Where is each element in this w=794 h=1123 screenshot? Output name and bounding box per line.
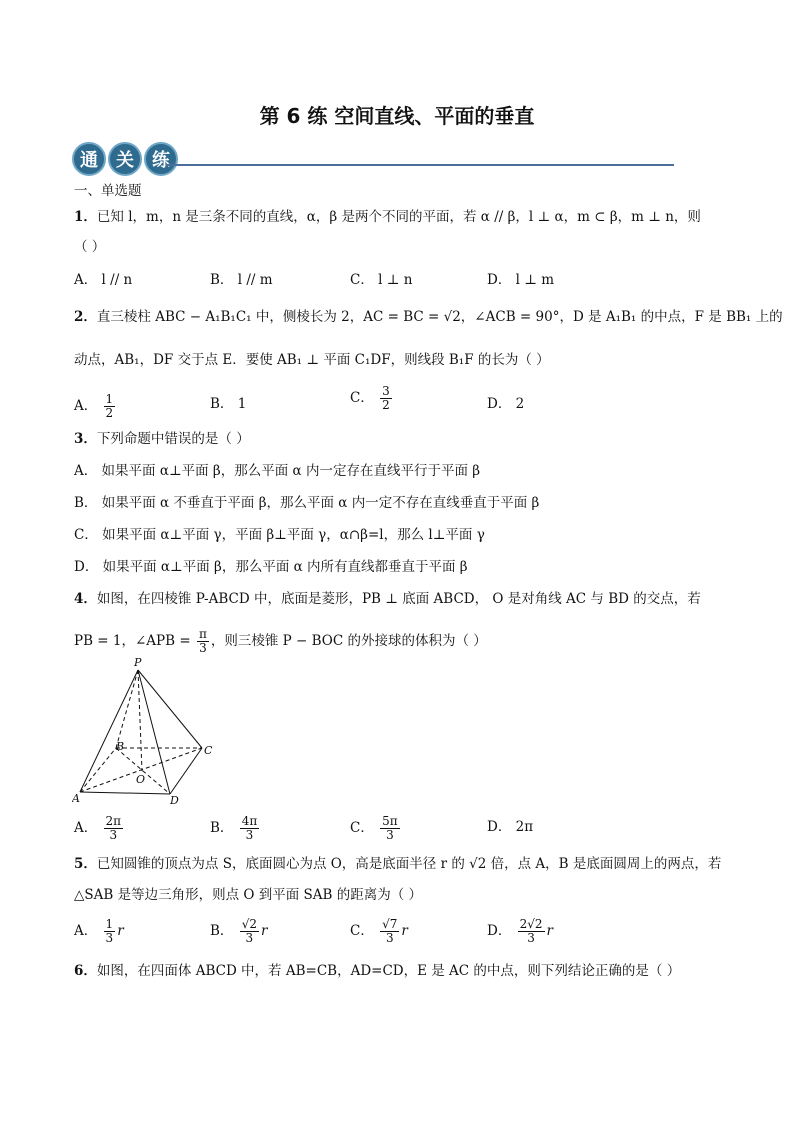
vertex-label-o: O [136,773,146,786]
vertex-label-c: C [204,744,213,757]
denominator: 3 [245,828,254,842]
fraction [240,815,260,842]
question-stem: 已知 l，m，n 是三条不同的直线，α，β 是两个不同的平面，若 α // β，l ⊥ α，m ⊂ β，m ⊥ n，则 [96,209,701,225]
option-d: D． 如果平面 α⊥平面 β，那么平面 α 内所有直线都垂直于平面 β [74,559,468,575]
fraction [518,918,545,945]
question-5 [74,855,721,873]
question-1 [74,208,701,226]
option-b: B． l // m [210,272,273,288]
numerator: 2π [105,814,122,828]
option-a: A． l // n [74,272,133,288]
section-banner [72,142,674,176]
page-title: 第 6 练 空间直线、平面的垂直 [259,104,535,128]
numerator: 3 [382,384,390,398]
banner-badge [72,142,178,176]
denominator: 3 [199,641,207,655]
numerator: 4π [241,814,258,828]
option-a: A． 如果平面 α⊥平面 β，那么平面 α 内一定存在直线平行于平面 β [74,463,481,479]
banner-char: 通 [72,142,106,176]
numerator: 5π [382,814,398,828]
question-number: 5． [74,856,97,872]
question-stem-continued: △SAB 是等边三角形，则点 O 到平面 SAB 的距离为（ ） [74,887,423,903]
option-c [350,918,408,945]
fraction [380,815,400,842]
numerator: π [198,627,207,641]
denominator: 2 [382,398,390,412]
diagonal-bd [116,748,170,794]
option-d: D． l ⊥ m [487,272,555,288]
question-stem-continued [74,628,487,655]
option-a [74,393,117,420]
option-c: C． l ⊥ n [350,272,413,288]
question-6 [74,962,680,980]
numerator: 2√2 [519,917,543,931]
option-a [74,815,125,842]
vertex-label-p: P [134,656,142,669]
question-number: 2． [74,309,97,325]
edge-ad [80,792,170,794]
option-a [74,918,124,945]
question-stem: 已知圆锥的顶点为点 S，底面圆心为点 O，高是底面半径 r 的 √2 倍，点 A，B 是底面圆周上的两点，若 [96,856,722,872]
option-d [487,918,553,945]
denominator: 2 [105,406,114,420]
fraction [197,628,209,655]
variable-r: r [546,923,554,939]
option-b: B． 1 [210,396,247,412]
pyramid-figure [72,656,222,804]
numerator: √7 [382,917,398,931]
denominator: 3 [386,828,394,842]
option-b: B． 如果平面 α 不垂直于平面 β，那么平面 α 内一定不存在直线垂直于平面 β [74,495,540,511]
option-label: C． [350,923,374,939]
question-3 [74,430,250,448]
variable-r: r [401,923,408,939]
question-4 [74,590,701,608]
variable-r: r [117,923,124,939]
option-c: C． 如果平面 α⊥平面 γ，平面 β⊥平面 γ，α∩β=l，那么 l⊥平面 γ [74,527,485,543]
stem-part: ，则三棱锥 P − BOC 的外接球的体积为（ ） [210,633,487,649]
question-stem: 直三棱柱 ABC − A₁B₁C₁ 中，侧棱长为 2，AC = BC = √2，∠ACB = 90°，D 是 A₁B₁ 的中点，F 是 BB₁ 上的 [96,309,783,325]
option-label: B． [210,923,234,939]
variable-r: r [261,923,268,939]
banner-char: 关 [108,142,142,176]
question-number: 3． [74,431,97,447]
option-d: D． 2 [487,396,525,412]
option-b [210,815,261,842]
fraction [104,918,116,945]
edge-dc [170,748,202,794]
banner-rule [166,164,674,166]
option-label: C． [350,820,374,836]
denominator: 3 [245,931,254,945]
question-number: 6． [74,963,97,979]
denominator: 3 [105,931,114,945]
option-label: A． [74,820,98,836]
option-c [350,385,394,412]
vertex-label-b: B [116,740,125,753]
question-stem: 如图，在四面体 ABCD 中，若 AB=CB，AD=CD，E 是 AC 的中点，则下列结论正确的是（ ） [96,963,681,979]
question-stem-continued: 动点，AB₁，DF 交于点 E．要使 AB₁ ⊥ 平面 C₁DF，则线段 B₁F 的长为（ ） [74,352,550,368]
denominator: 3 [527,931,535,945]
option-label: A． [74,923,98,939]
fraction [104,815,124,842]
question-number: 1． [74,209,97,225]
numerator: √2 [241,917,257,931]
stem-part: PB = 1，∠APB = [74,633,195,649]
fraction [380,385,392,412]
question-number: 4． [74,591,97,607]
banner-char: 练 [144,142,178,176]
fraction [104,393,116,420]
vertex-label-a: A [72,792,80,804]
numerator: 1 [105,392,114,406]
option-label: B． [210,820,234,836]
fraction [240,918,259,945]
option-label: C． [350,390,374,406]
option-label: A． [74,398,98,414]
question-2 [74,308,783,326]
question-stem: 如图，在四棱锥 P-ABCD 中，底面是菱形，PB ⊥ 底面 ABCD， O 是对角线 AC 与 BD 的交点，若 [96,591,701,607]
denominator: 3 [385,931,394,945]
option-label: D． [487,923,512,939]
fraction [380,918,399,945]
question-stem: 下列命题中错误的是（ ） [96,431,250,447]
denominator: 3 [109,828,118,842]
option-b [210,918,267,945]
section-heading: 一、单选题 [74,183,142,199]
vertex-label-d: D [170,794,179,804]
numerator: 1 [105,917,114,931]
option-d: D． 2π [487,819,534,835]
option-c [350,815,402,842]
answer-paren: （ ） [74,239,106,255]
